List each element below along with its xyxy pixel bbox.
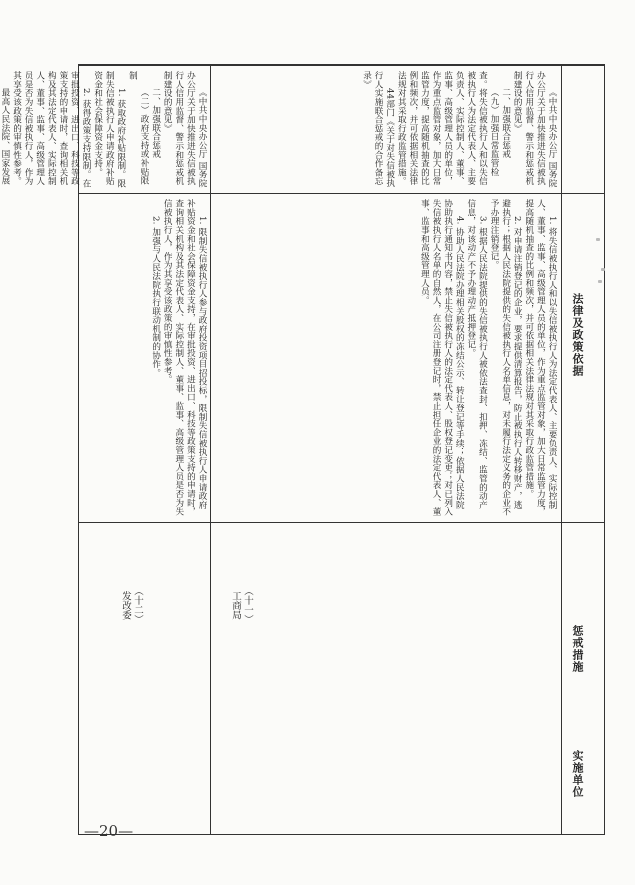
basis-item: 《中共中央办公厅 国务院办公厅关于加快推进失信被执行人信用监督、警示和惩戒机制建设的意见》 bbox=[162, 71, 207, 188]
row-12-basis bbox=[0, 71, 207, 189]
measure-item: 1. 将失信被执行人和以失信被执行人为法定代表人、主要负责人、实际控制人、董事、监事、高级管理人员的单位，作为重点监管对象，加大日常监管力度，提高随机抽查的比例和频次，并可依据相关法律法规对其采取行政监管措施。 bbox=[523, 199, 557, 516]
basis-item: （九）加强日常监管检查。将失信被执行人和以失信被执行人为法定代表人、主要负责人、实际控制人、董事、监事、高级管理人员的单位，作为重点监管对象，加大日常监管力度，提高随机抽查的比例和频次，并可依据相关法律法规对其采取行政监管措施。 bbox=[396, 71, 500, 186]
measure-item: 4. 协助人民法院办理相关股权的冻结公示、转让登记等手续；依据人民法院协助执行通知书内容，禁止失信被执行人的法定代表人、股权登记变更；对已列入失信被执行人名单的自然人，在公司注册登记时，禁止担任企业的法定代表人、董事、监事和高级管理人员。 bbox=[419, 199, 465, 516]
row-12-unit bbox=[109, 535, 143, 675]
row-11-measures bbox=[215, 199, 557, 517]
page-number: —20— bbox=[84, 822, 134, 840]
unit-number: （十二） bbox=[132, 586, 143, 624]
header-unit: 实施单位 bbox=[571, 750, 584, 798]
basis-item: 1. 获取政府补贴限制。限制失信被执行人申请政府补贴资金和社会保障资金支持。 bbox=[92, 71, 126, 188]
measure-item: 3. 根据人民法院提供的失信被执行人被依法查封、扣押、冻结、监管的动产信息，对该动产不予办理动产抵押登记。 bbox=[465, 199, 488, 510]
header-measures: 惩戒措施 bbox=[571, 625, 584, 673]
measure-item: 2. 对申请注销登记的企业，要求提供清算报告，防止被执行人转移财产，逃避执行；根据人民法院提供的失信被执行人名单信息，对未履行法定义务的企业不予办理注销登记。 bbox=[489, 199, 523, 516]
basis-item: （二）政府支持或补贴限制 bbox=[127, 71, 150, 185]
unit-name: 发改委 bbox=[120, 590, 131, 620]
document-table bbox=[0, 64, 605, 835]
basis-item: 2. 获得政策支持限制。在审批投资、进出口、科技等政策支持的申请时，查询相关机构及其法定代表人、实际控制人、董事、监事、高级管理人员是否为失信被执行人，作为其享受该政策的审慎性参考。 bbox=[11, 71, 92, 188]
basis-item: 44部门《关于对失信被执行人实施联合惩戒的合作备忘录》 bbox=[361, 71, 395, 188]
unit-row-divider bbox=[79, 193, 604, 194]
row-divider bbox=[210, 65, 211, 834]
unit-number: （十一） bbox=[242, 586, 253, 624]
scan-speck bbox=[601, 268, 605, 271]
basis-measures-divider bbox=[79, 522, 604, 523]
row-11-unit bbox=[219, 535, 253, 675]
measure-item: 2. 加强与人民法院执行联动机制的协作。 bbox=[150, 216, 161, 378]
basis-item: 最高人民法院、国家发展 bbox=[0, 88, 10, 185]
row-11-basis bbox=[361, 71, 557, 189]
scan-speck bbox=[596, 238, 600, 241]
scan-speck bbox=[598, 280, 602, 283]
basis-item: 二、加强联合惩戒 bbox=[150, 88, 161, 159]
table-top bbox=[79, 65, 604, 66]
header-divider bbox=[561, 65, 562, 834]
row-12-measures bbox=[83, 199, 207, 517]
header-basis: 法律及政策依据 bbox=[571, 293, 584, 377]
measure-item: 1. 限制失信被执行人参与政府投资项目招投标，限制失信被执行人申请政府补贴资金和社会保障资金支持，在审批投资、进出口、科技等政策支持的申请时，查询相关机构及其法定代表人、实际控制人、董事、监事、高级管理人员是否为失信被执行人，作为其享受该政策的审慎性参考。 bbox=[162, 199, 207, 516]
basis-item: 二、加强联合惩戒 bbox=[500, 88, 511, 159]
basis-item: 《中共中央办公厅 国务院办公厅关于加快推进失信被执行人信用监督、警示和惩戒机制建设的意见》 bbox=[512, 71, 557, 188]
unit-name: 工商局 bbox=[230, 590, 241, 620]
